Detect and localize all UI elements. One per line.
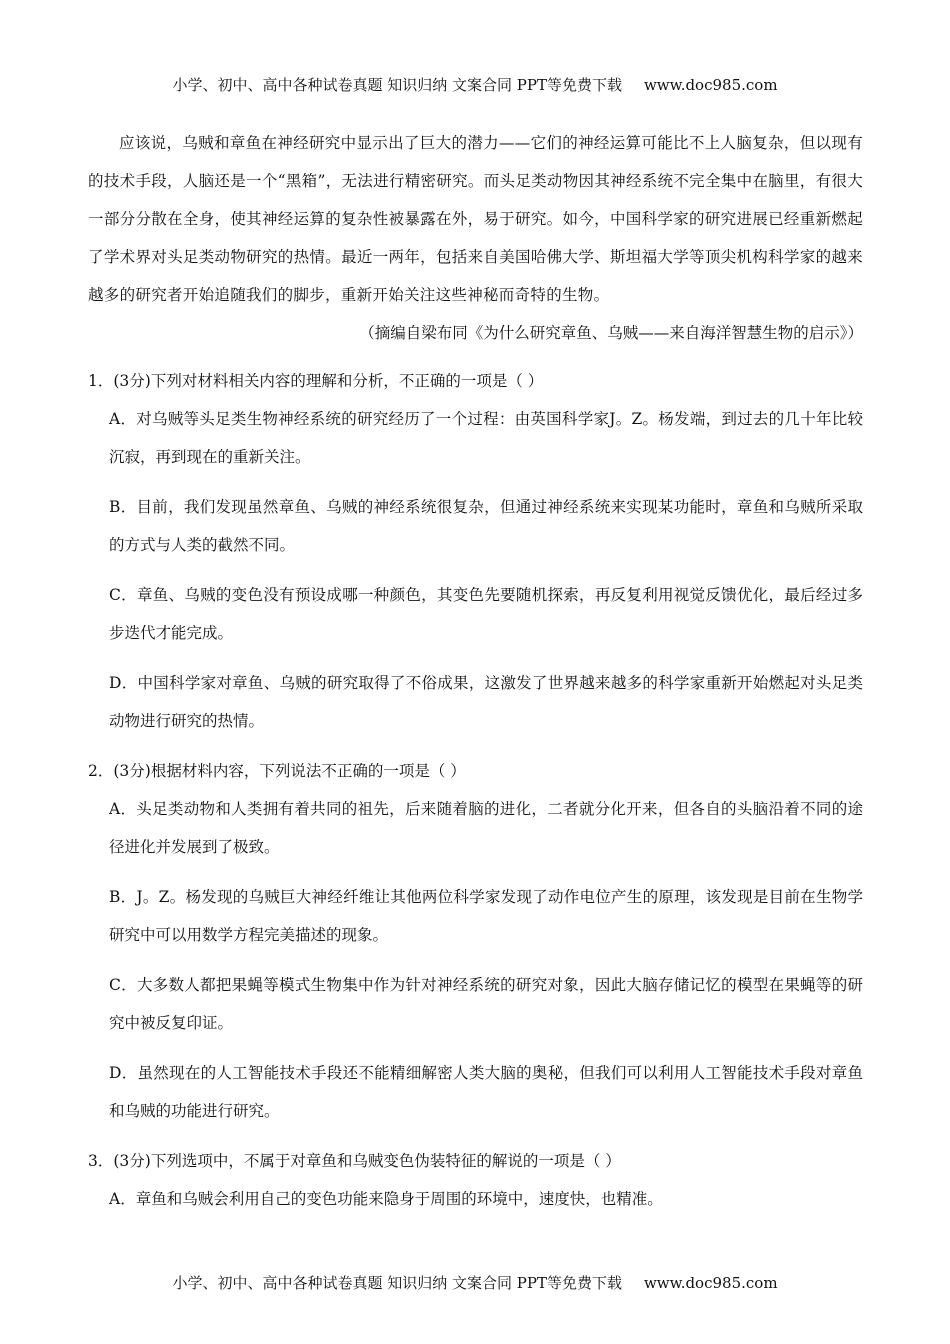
footer-text: 小学、初中、高中各种试卷真题 知识归纳 文案合同 PPT等免费下载 [172,1274,622,1292]
page-footer [0,1272,950,1293]
option-a: A．章鱼和乌贼会利用自己的变色功能来隐身于周围的环境中，速度快，也精准。 [109,1190,663,1208]
question-stem: 2．(3分)根据材料内容，下列说法不正确的一项是（ ） [88,762,466,780]
option-c: C．章鱼、乌贼的变色没有预设成哪一种颜色，其变色先要随机探索，再反复利用视觉反馈优化，最后经过多步迭代才能完成。 [109,586,863,642]
option-b: B．目前，我们发现虽然章鱼、乌贼的神经系统很复杂，但通过神经系统来实现某功能时，章鱼和乌贼所采取的方式与人类的截然不同。 [109,498,863,554]
option-d: D．中国科学家对章鱼、乌贼的研究取得了不俗成果，这激发了世界越来越多的科学家重新开始燃起对头足类动物进行研究的热情。 [109,674,863,730]
header-text: 小学、初中、高中各种试卷真题 知识归纳 文案合同 PPT等免费下载 [172,76,622,94]
footer-site-link[interactable]: www.doc985.com [643,1274,778,1292]
passage-paragraph: 应该说，乌贼和章鱼在神经研究中显示出了巨大的潜力——它们的神经运算可能比不上人脑复杂，但以现有的技术手段，人脑还是一个“黑箱”，无法进行精密研究。而头足类动物因其神经系统不完全集中在脑里，有很大一部分分散在全身，使其神经运算的复杂性被暴露在外，易于研究。如今，中国科学家的研究进展已经重新燃起了学术界对头足类动物研究的热情。最近一两年，包括来自美国哈佛大学、斯坦福大学等顶尖机构科学家的越来越多的研究者开始追随我们的脚步，重新开始关注这些神秘而奇特的生物。 [88,134,863,304]
option-d: D．虽然现在的人工智能技术手段还不能精细解密人类大脑的奥秘，但我们可以利用人工智能技术手段对章鱼和乌贼的功能进行研究。 [109,1064,863,1120]
question-stem: 1．(3分)下列对材料相关内容的理解和分析，不正确的一项是（ ） [88,372,544,390]
option-a: A．头足类动物和人类拥有着共同的祖先，后来随着脑的进化，二者就分化开来，但各自的头脑沿着不同的途径进化并发展到了极致。 [109,800,863,856]
question-1 [88,362,863,740]
option-b: B．J。Z。杨发现的乌贼巨大神经纤维让其他两位科学家发现了动作电位产生的原理，该发现是目前在生物学研究中可以用数学方程完美描述的现象。 [109,888,863,944]
question-stem: 3．(3分)下列选项中，不属于对章鱼和乌贼变色伪装特征的解说的一项是（ ） [88,1152,621,1170]
passage-source: （摘编自梁布同《为什么研究章鱼、乌贼——来自海洋智慧生物的启示》） [359,324,863,342]
header-site-link[interactable]: www.doc985.com [643,76,778,94]
page-header [0,74,950,95]
question-3 [88,1142,863,1218]
document-content [88,124,863,1230]
question-2 [88,752,863,1130]
option-a: A．对乌贼等头足类生物神经系统的研究经历了一个过程：由英国科学家J。Z。杨发端，到过去的几十年比较沉寂，再到现在的重新关注。 [109,410,863,466]
option-c: C．大多数人都把果蝇等模式生物集中作为针对神经系统的研究对象，因此大脑存储记忆的模型在果蝇等的研究中被反复印证。 [109,976,863,1032]
